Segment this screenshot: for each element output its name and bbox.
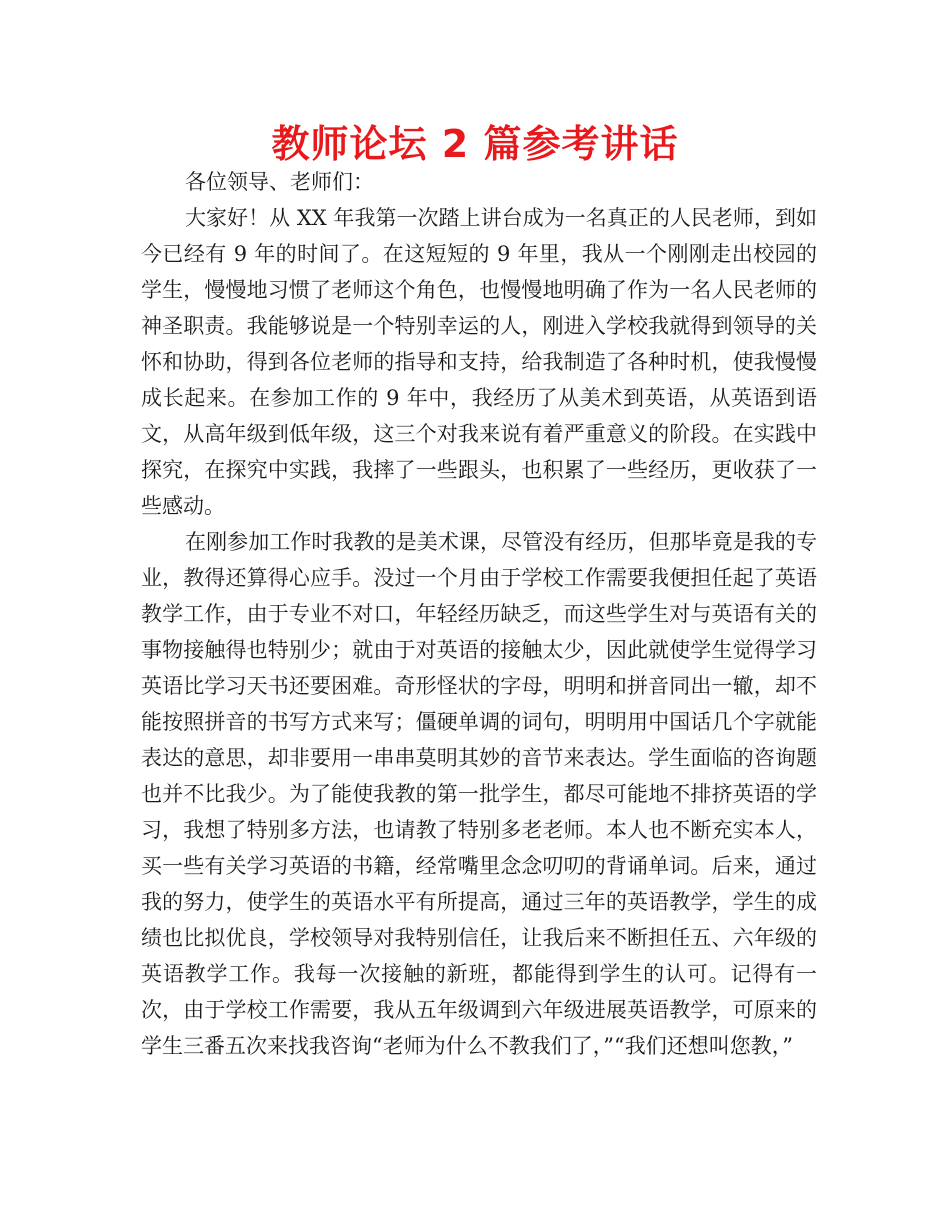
paragraph-1: 大家好！从 XX 年我第一次踏上讲台成为一名真正的人民老师，到如今已经有 9 年的时间了。在这短短的 9 年里，我从一个刚刚走出校园的学生，慢慢地习惯了老师这个角色，也慢慢地明确了作为一名人民老师的神圣职责。我能够说是一个特别幸运的人，刚进入学校我就得到领导的关怀和协助，得到各位老师的指导和支持，给我制造了各种时机，使我慢慢成长起来。在参加工作的 9 年中，我经历了从美术到英语，从英语到语文，从高年级到低年级，这三个对我来说有着严重意义的阶段。在实践中探究，在探究中实践，我摔了一些跟头，也积累了一些经历，更收获了一些感动。 [141,206,817,518]
greeting-line: 各位领导、老师们： [185,170,374,194]
paragraph-2: 在刚参加工作时我教的是美术课，尽管没有经历，但那毕竟是我的专业，教得还算得心应手。没过一个月由于学校工作需要我便担任起了英语教学工作，由于专业不对口，年轻经历缺乏，而这些学生对与英语有关的事物接触得也特别少；就由于对英语的接触太少，因此就使学生觉得学习英语比学习天书还要困难。奇形怪状的字母，明明和拼音同出一辙，却不能按照拼音的书写方式来写；僵硬单调的词句，明明用中国话几个字就能表达的意思，却非要用一串串莫明其妙的音节来表达。学生面临的咨询题也并不比我少。为了能使我教的第一批学生，都尽可能地不排挤英语的学习，我想了特别多方法，也请教了特别多老老师。本人也不断充实本人，买一些有关学习英语的书籍，经常嘴里念念叨叨的背诵单词。后来，通过我的努力，使学生的英语水平有所提高，通过三年的英语教学，学生的成绩也比拟优良，学校领导对我特别信任，让我后来不断担任五、六年级的英语教学工作。我每一次接触的新班，都能得到学生的认可。记得有一次，由于学校工作需要，我从五年级调到六年级进展英语教学，可原来的学生三番五次来找我咨询“老师为什么不教我们了，”“我们还想叫您教，” [141,530,817,1058]
document-body [141,164,817,1064]
document-title: 教师论坛 2 篇参考讲话 [271,122,679,166]
